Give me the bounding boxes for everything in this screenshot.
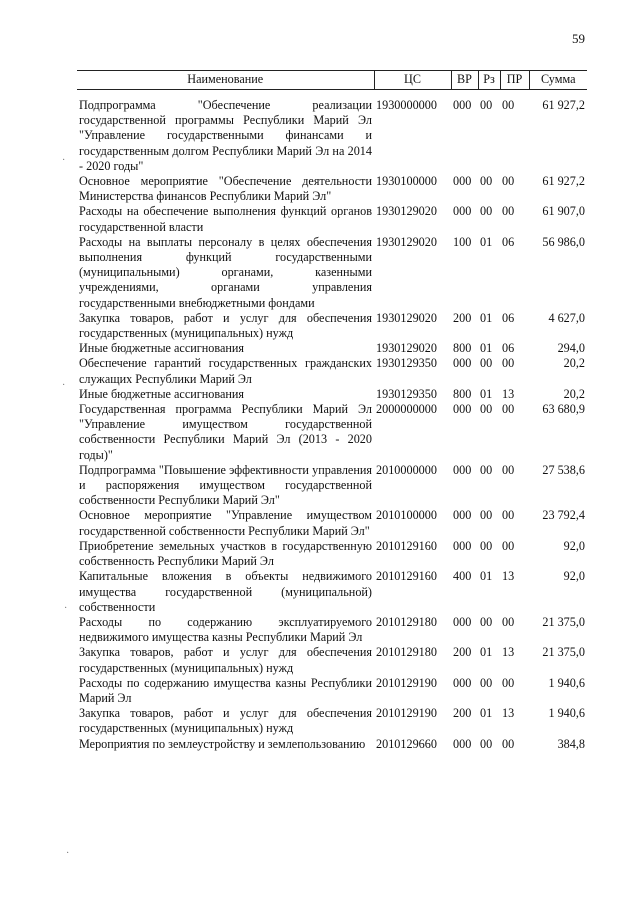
cell-vr: 000 [453, 402, 472, 417]
cell-name: Подпрограмма "Обеспечение реализации государственной программы Республики Марий Эл "Управление государственными финансами и государственным долгом Республики Марий Эл на 2014 - 2020 годы" [79, 98, 372, 173]
cell-sum: 384,8 [557, 736, 585, 751]
cell-vr: 000 [453, 736, 472, 751]
table-row [77, 676, 587, 706]
cell-code: 1930100000 [376, 174, 437, 189]
table-row [77, 341, 587, 356]
scan-mark: · [66, 848, 70, 859]
cell-name: Подпрограмма "Повышение эффективности управления и распоряжения имуществом государственной собственности Республики Марий Эл" [79, 462, 372, 508]
cell-pr: 06 [502, 234, 515, 249]
header-vr: ВР [451, 71, 478, 90]
cell-name: Государственная программа Республики Марий Эл "Управление имуществом государственной собственности Республики Марий Эл (2013 - 2020 годы)" [79, 402, 372, 462]
cell-vr: 400 [453, 569, 472, 584]
cell-vr: 200 [453, 706, 472, 721]
cell-pr: 00 [502, 614, 515, 629]
cell-code: 2010100000 [376, 508, 437, 523]
page-number: 59 [572, 31, 585, 46]
cell-code: 1930129350 [376, 356, 437, 371]
table-row [77, 98, 587, 174]
cell-vr: 200 [453, 645, 472, 660]
table-row [77, 737, 587, 752]
cell-name: Расходы по содержанию эксплуатируемого недвижимого имущества казны Республики Марий Эл [79, 614, 372, 645]
table-row [77, 204, 587, 234]
cell-sum: 21 375,0 [542, 645, 585, 660]
table-row [77, 356, 587, 386]
budget-table [77, 70, 587, 752]
cell-rz: 00 [480, 402, 493, 417]
cell-vr: 000 [453, 675, 472, 690]
cell-pr: 06 [502, 341, 515, 356]
cell-sum: 92,0 [563, 538, 585, 553]
table-row [77, 615, 587, 645]
cell-code: 2010129180 [376, 645, 437, 660]
cell-pr: 00 [502, 402, 515, 417]
cell-code: 1930129020 [376, 341, 437, 356]
table-row [77, 463, 587, 509]
cell-rz: 00 [480, 675, 493, 690]
header-sum: Сумма [529, 71, 587, 90]
cell-code: 1930000000 [376, 98, 437, 112]
cell-rz: 00 [480, 204, 493, 219]
cell-vr: 000 [453, 98, 472, 112]
cell-pr: 00 [502, 736, 515, 751]
cell-rz: 01 [480, 341, 493, 356]
cell-pr: 00 [502, 174, 515, 189]
cell-sum: 23 792,4 [542, 508, 585, 523]
cell-pr: 13 [502, 645, 515, 660]
cell-pr: 00 [502, 675, 515, 690]
header-code: ЦС [374, 71, 451, 90]
cell-pr: 13 [502, 706, 515, 721]
table-row [77, 402, 587, 463]
cell-sum: 63 680,9 [542, 402, 585, 417]
cell-name: Основное мероприятие "Управление имуществом государственной собственности Республики Марий Эл" [79, 508, 372, 538]
cell-sum: 61 927,2 [542, 98, 585, 112]
table-row [77, 645, 587, 675]
cell-sum: 56 986,0 [542, 234, 585, 249]
header-name: Наименование [77, 71, 374, 90]
cell-name: Приобретение земельных участков в государственную собственность Республики Марий Эл [79, 538, 372, 569]
cell-sum: 4 627,0 [548, 310, 585, 325]
cell-code: 2000000000 [376, 402, 437, 417]
table-header-row [77, 71, 587, 90]
cell-name: Основное мероприятие "Обеспечение деятельности Министерства финансов Республики Марий Эл" [79, 174, 372, 204]
cell-rz: 00 [480, 508, 493, 523]
cell-pr: 00 [502, 538, 515, 553]
header-pr: ПР [500, 71, 529, 90]
cell-pr: 00 [502, 508, 515, 523]
cell-rz: 00 [480, 614, 493, 629]
cell-pr: 06 [502, 310, 515, 325]
cell-pr: 00 [502, 98, 515, 112]
cell-vr: 800 [453, 386, 472, 401]
cell-rz: 01 [480, 569, 493, 584]
table-row [77, 235, 587, 311]
cell-pr: 13 [502, 569, 515, 584]
cell-code: 1930129020 [376, 234, 437, 249]
cell-sum: 1 940,6 [548, 675, 585, 690]
cell-rz: 00 [480, 462, 493, 477]
cell-rz: 00 [480, 98, 493, 112]
cell-rz: 00 [480, 174, 493, 189]
cell-vr: 100 [453, 234, 472, 249]
cell-sum: 61 927,2 [542, 174, 585, 189]
cell-sum: 92,0 [563, 569, 585, 584]
table-row [77, 174, 587, 204]
cell-code: 2010129660 [376, 736, 437, 751]
cell-sum: 21 375,0 [542, 614, 585, 629]
table-row [77, 387, 587, 402]
cell-sum: 20,2 [563, 356, 585, 371]
cell-code: 2010129190 [376, 675, 437, 690]
table-row [77, 569, 587, 615]
cell-rz: 00 [480, 356, 493, 371]
cell-sum: 1 940,6 [548, 706, 585, 721]
cell-name: Закупка товаров, работ и услуг для обеспечения государственных (муниципальных) нужд [79, 310, 372, 341]
cell-vr: 000 [453, 538, 472, 553]
cell-pr: 00 [502, 356, 515, 371]
cell-pr: 00 [502, 204, 515, 219]
cell-rz: 01 [480, 645, 493, 660]
cell-vr: 000 [453, 204, 472, 219]
cell-code: 2010000000 [376, 462, 437, 477]
table-body [77, 98, 587, 752]
cell-rz: 01 [480, 386, 493, 401]
scan-mark: · [62, 155, 66, 166]
cell-rz: 01 [480, 310, 493, 325]
cell-vr: 200 [453, 310, 472, 325]
cell-vr: 000 [453, 174, 472, 189]
scan-mark: · [64, 603, 68, 614]
cell-code: 2010129160 [376, 569, 437, 584]
cell-rz: 00 [480, 538, 493, 553]
cell-code: 2010129160 [376, 538, 437, 553]
cell-name: Обеспечение гарантий государственных гражданских служащих Республики Марий Эл [79, 356, 372, 386]
cell-rz: 01 [480, 234, 493, 249]
cell-name: Иные бюджетные ассигнования [79, 386, 245, 401]
table-row [77, 539, 587, 569]
cell-vr: 000 [453, 508, 472, 523]
cell-pr: 00 [502, 462, 515, 477]
cell-code: 2010129180 [376, 614, 437, 629]
cell-name: Капитальные вложения в объекты недвижимого имущества государственной (муниципальной) собственности [79, 569, 372, 614]
table-row [77, 706, 587, 736]
cell-vr: 000 [453, 614, 472, 629]
cell-name: Расходы по содержанию имущества казны Республики Марий Эл [79, 675, 372, 705]
cell-sum: 61 907,0 [542, 204, 585, 219]
scan-mark: · [62, 380, 66, 391]
cell-code: 1930129020 [376, 204, 437, 219]
cell-code: 2010129190 [376, 706, 437, 721]
cell-sum: 20,2 [563, 386, 585, 401]
cell-name: Закупка товаров, работ и услуг для обеспечения государственных (муниципальных) нужд [79, 706, 372, 736]
cell-sum: 294,0 [557, 341, 585, 356]
cell-name: Мероприятия по землеустройству и землепользованию [79, 736, 366, 751]
cell-sum: 27 538,6 [542, 462, 585, 477]
cell-name: Расходы на выплаты персоналу в целях обеспечения выполнения функций государственными (муниципальными) органами, казенными учреждениями, органами управления государственными внебюджетными фондами [79, 234, 372, 310]
cell-code: 1930129020 [376, 310, 437, 325]
cell-vr: 000 [453, 356, 472, 371]
cell-pr: 13 [502, 386, 515, 401]
cell-code: 1930129350 [376, 386, 437, 401]
header-rz: Рз [478, 71, 500, 90]
cell-name: Закупка товаров, работ и услуг для обеспечения государственных (муниципальных) нужд [79, 645, 372, 675]
table-row [77, 311, 587, 341]
cell-name: Расходы на обеспечение выполнения функций органов государственной власти [79, 204, 372, 234]
cell-rz: 01 [480, 706, 493, 721]
table-row [77, 508, 587, 538]
cell-rz: 00 [480, 736, 493, 751]
cell-vr: 000 [453, 462, 472, 477]
cell-name: Иные бюджетные ассигнования [79, 341, 245, 356]
cell-vr: 800 [453, 341, 472, 356]
